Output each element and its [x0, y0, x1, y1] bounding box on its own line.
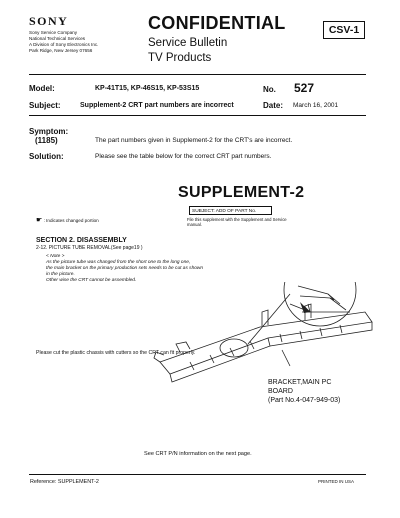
address-line: National Technical Services: [29, 36, 86, 41]
bracket-illustration: [150, 282, 382, 394]
supplement-subject-box: SUBJECT: ADD OF PART No.: [189, 206, 272, 215]
supplement-note: [46, 254, 266, 284]
bulletin-type: Service Bulletin: [148, 37, 228, 49]
model-label: Model:: [29, 84, 55, 93]
subject-label: Subject:: [29, 101, 61, 110]
header-divider: [29, 74, 366, 75]
note-line: in the picture.: [46, 272, 75, 277]
supplement-title: SUPPLEMENT-2: [178, 184, 305, 201]
date-value: March 16, 2001: [293, 102, 339, 109]
address-line: A Division of Sony Electronics Inc.: [29, 42, 99, 47]
changed-portion-legend: [36, 216, 99, 224]
note-line: As the picture tube was changed from the short one to the long one,: [46, 260, 191, 265]
symptom-code: (1185): [35, 136, 58, 145]
bracket-label: [268, 378, 340, 405]
footer-divider: [29, 474, 366, 475]
note-line: the main bracket on the primary production sets needs to be cut as shown: [46, 266, 204, 271]
symptom-label: Symptom:: [29, 127, 69, 136]
symptom-text: The part numbers given in Supplement-2 for the CRT's are incorrect.: [95, 137, 293, 144]
sony-logo: SONY: [29, 14, 69, 28]
info-divider: [29, 115, 366, 116]
pointing-hand-icon: ☛: [36, 217, 43, 224]
bulletin-number: 527: [294, 81, 315, 95]
subsection-heading: 2-12. PICTURE TUBE REMOVAL(See page19 ): [36, 245, 143, 251]
confidential-heading: CONFIDENTIAL: [148, 13, 286, 33]
supplement-file-note: File this supplement with the Supplement and Service manual.: [187, 217, 287, 227]
product-group: TV Products: [148, 52, 212, 64]
legend-text: : Indicates changed portion: [43, 218, 99, 223]
bracket-label-line: BOARD: [268, 388, 293, 395]
bracket-label-line: BRACKET,MAIN PC: [268, 379, 332, 386]
note-line: Other wise the CRT cannot be assembled.: [46, 278, 137, 283]
model-value: KP-41T15, KP-46S15, KP-53S15: [95, 85, 200, 92]
company-address: [29, 30, 98, 54]
printed-in-usa: PRINTED IN USA: [318, 479, 355, 484]
reference-text: Reference: SUPPLEMENT-2: [30, 479, 99, 485]
section-heading: SECTION 2. DISASSEMBLY: [36, 237, 127, 244]
solution-text: Please see the table below for the correct CRT part numbers.: [95, 153, 272, 160]
subject-value: Supplement-2 CRT part numbers are incorrect: [80, 102, 234, 109]
bracket-label-line: (Part No.4-047-949-03): [268, 397, 341, 404]
bulletin-code-box: CSV-1: [323, 21, 365, 39]
cut-instruction: Please cut the plastic chassis with cutters so the CRT can fit properly.: [36, 350, 196, 356]
date-label: Date:: [263, 101, 284, 110]
number-label: No.: [263, 85, 276, 94]
address-line: Sony Service Company: [29, 30, 78, 35]
solution-label: Solution:: [29, 152, 64, 161]
note-title: < Note >: [46, 254, 65, 259]
address-line: Park Ridge, New Jersey 07656: [29, 48, 93, 53]
see-next-page-note: See CRT P/N information on the next page.: [144, 451, 252, 457]
